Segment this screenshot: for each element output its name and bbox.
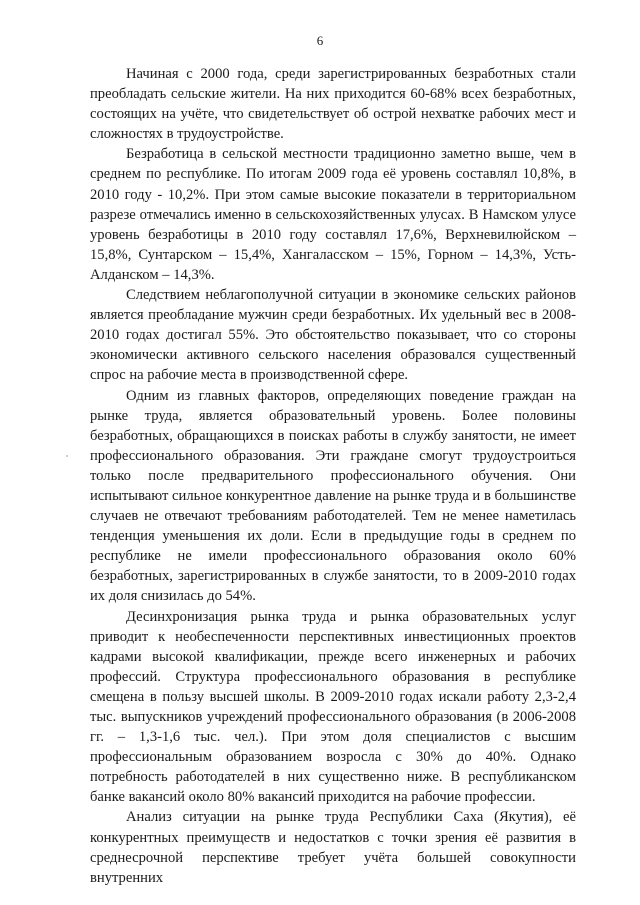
paragraph-rural-unemployment-rate: Безработица в сельской местности традиционно заметно выше, чем в среднем по республике. По итогам 2009 года её уровень составлял 10,8%, в 2010 году - 10,2%. При этом самые высокие показатели в территориальном разрезе отмечались именно в сельскохозяйственных улусах. В Намском улусе уровень безработицы в 2010 году составлял 17,6%, Верхневилюйском – 15,8%, Сунтарском – 15,4%, Хангаласском – 15%, Горном – 14,3%, Усть-Алданском – 14,3%. [90,146,576,283]
paragraph-analysis: Анализ ситуации на рынке труда Республики Саха (Якутия), её конкурентных преимуществ и недостатков с точки зрения её развития в среднесрочной перспективе требует учёта большей совокупности внутренних [90,809,576,886]
paragraph-male-unemployment: Следствием неблагополучной ситуации в экономике сельских районов является преобладание мужчин среди безработных. Их удельный вес в 2008-2010 годах достигал 55%. Это обстоятельство показывает, что со стороны экономически активного сельского населения образовался существенный спрос на рабочие места в производственной сфере. [90,287,576,384]
paragraph-rural-unemployed: Начиная с 2000 года, среди зарегистрированных безработных стали преобладать сельские жители. На них приходится 60-68% всех безработных, состоящих на учёте, что свидетельствует об острой нехватке рабочих мест и сложностях в трудоустройстве. [90,66,576,143]
page-number: 6 [316,33,324,48]
document-body [90,64,576,888]
scan-speck [66,455,68,457]
paragraph-desynchronization: Десинхронизация рынка труда и рынка образовательных услуг приводит к необеспеченности перспективных инвестиционных проектов кадрами высокой квалификации, прежде всего инженерных и рабочих профессий. Структура профессионального образования в республике смещена в пользу высшей школы. В 2009-2010 годах искали работу 2,3-2,4 тыс. выпускников учреждений профессионального образования (в 2006-2008 гг. – 1,3-1,6 тыс. чел.). При этом доля специалистов с высшим профессиональным образованием возросла с 30% до 40%. Однако потребность работодателей в них существенно ниже. В республиканском банке вакансий около 80% вакансий приходится на рабочие профессии. [90,608,576,806]
paragraph-education-level: Одним из главных факторов, определяющих поведение граждан на рынке труда, является образовательный уровень. Более половины безработных, обращающихся в поисках работы в службу занятости, не имеет профессионального образования. Эти граждане смогут трудоустроиться только после предварительного профессионального обучения. Они испытывают сильное конкурентное давление на рынке труда и в большинстве случаев не отвечают требованиям работодателей. Тем не менее наметилась тенденция уменьшения их доли. Если в предыдущие годы в среднем по республике не имели профессионального образования около 60% безработных, зарегистрированных в службе занятости, то в 2009-2010 годах их доля снизилась до 54%. [90,387,576,605]
